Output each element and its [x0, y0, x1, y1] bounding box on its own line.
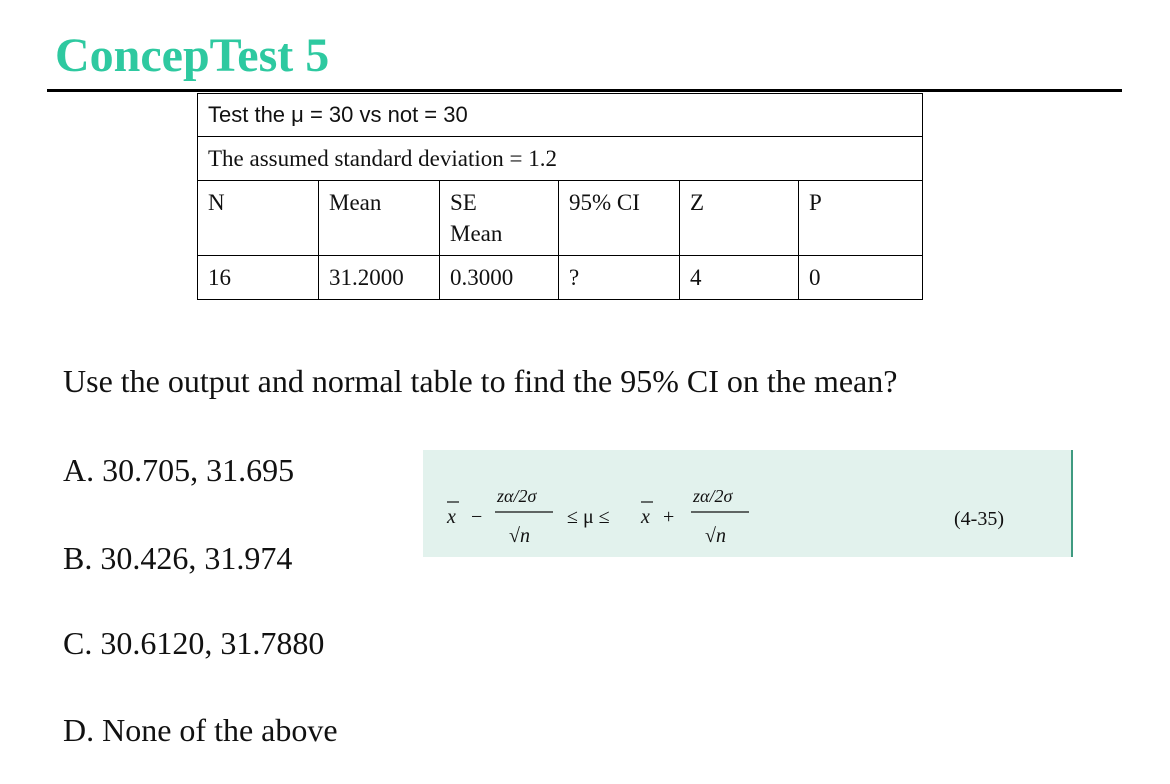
value-z: 4 [680, 255, 799, 299]
numerator-right: zα/2σ [693, 486, 733, 506]
value-mean: 31.2000 [319, 255, 440, 299]
equation-number: (4-35) [954, 508, 1004, 530]
output-table [197, 93, 923, 300]
header-se-mean: SE Mean [440, 180, 559, 255]
plus-sign: + [663, 506, 675, 528]
ci-formula [437, 450, 877, 557]
formula-box [423, 450, 1073, 557]
value-ci: ? [559, 255, 680, 299]
table-row [198, 136, 923, 180]
table-header-row [198, 180, 923, 255]
denominator-left: √n [509, 525, 530, 547]
header-ci: 95% CI [559, 180, 680, 255]
std-dev-cell: The assumed standard deviation = 1.2 [198, 136, 923, 180]
hypothesis-cell: Test the μ = 30 vs not = 30 [198, 94, 923, 137]
table-row [198, 255, 923, 299]
header-mean: Mean [319, 180, 440, 255]
title-rule [47, 89, 1122, 92]
value-p: 0 [799, 255, 923, 299]
value-n: 16 [198, 255, 319, 299]
minus-sign: − [471, 506, 483, 528]
header-z: Z [680, 180, 799, 255]
table-row [198, 94, 923, 137]
denominator-right: √n [705, 525, 726, 547]
xbar-left: x [447, 506, 456, 528]
question-text: Use the output and normal table to find the 95% CI on the mean? [63, 363, 898, 399]
option-c[interactable]: C. 30.6120, 31.7880 [63, 625, 325, 661]
header-n: N [198, 180, 319, 255]
numerator-left: zα/2σ [497, 486, 537, 506]
relation: ≤ μ ≤ [567, 506, 610, 528]
option-b[interactable]: B. 30.426, 31.974 [63, 540, 293, 576]
option-d[interactable]: D. None of the above [63, 712, 338, 748]
xbar-right: x [641, 506, 650, 528]
slide-title: ConcepTest 5 [55, 29, 330, 82]
header-p: P [799, 180, 923, 255]
option-a[interactable]: A. 30.705, 31.695 [63, 452, 295, 488]
value-se-mean: 0.3000 [440, 255, 559, 299]
